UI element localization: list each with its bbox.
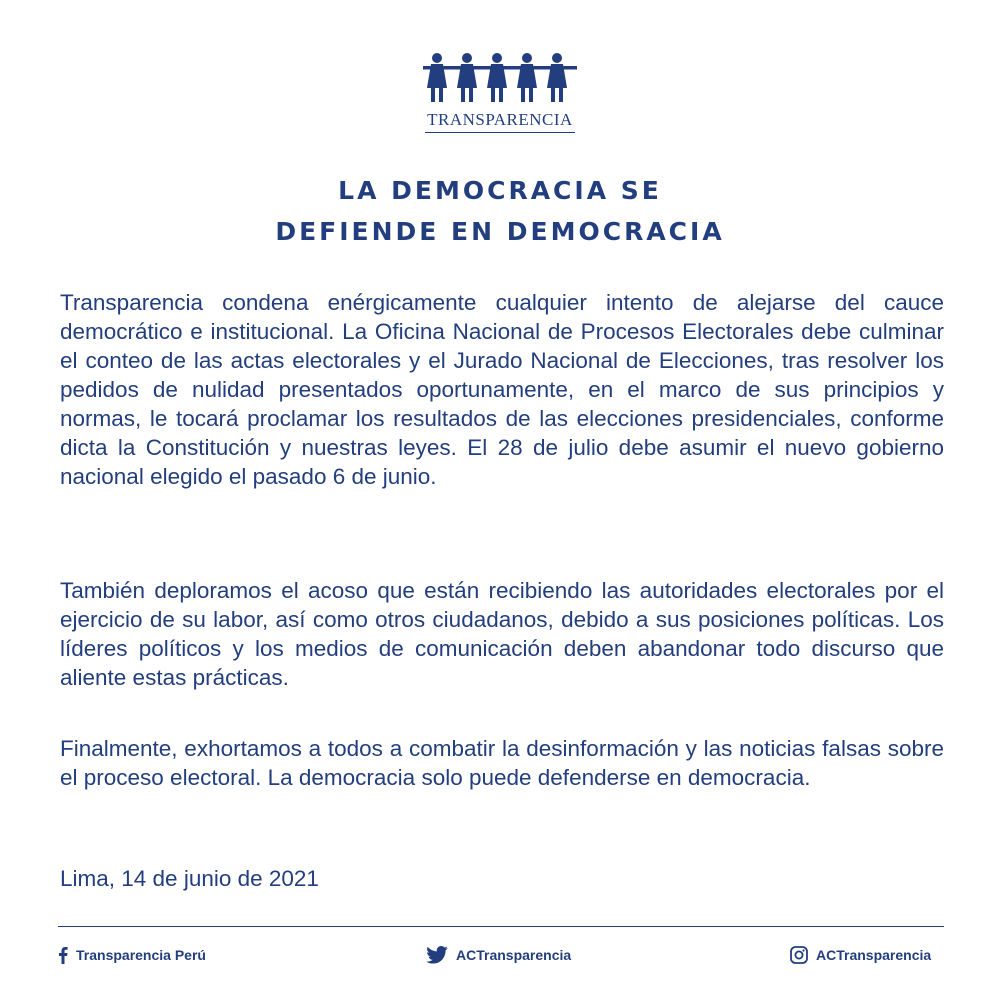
facebook-icon <box>58 946 68 964</box>
instagram-label: ACTransparencia <box>816 947 932 963</box>
title-line-1: LA DEMOCRACIA SE <box>338 176 662 205</box>
facebook-link[interactable] <box>58 942 206 968</box>
instagram-icon <box>790 946 808 964</box>
footer-divider <box>58 926 944 927</box>
logo-underline <box>425 132 575 133</box>
paragraph-2: También deploramos el acoso que están recibiendo las autoridades electorales por el ejercicio de su labor, así como otros ciudadanos, debido a sus posiciones políticas. Los líderes políticos y los medios de comunicación deben abandonar todo discurso que aliente estas prácticas. <box>60 578 944 690</box>
transparencia-logo <box>415 52 585 138</box>
facebook-label: Transparencia Perú <box>76 947 206 963</box>
people-figures-icon <box>423 52 577 104</box>
twitter-icon <box>426 946 448 964</box>
logo-wordmark: TRANSPARENCIA <box>427 110 573 129</box>
paragraph-3: Finalmente, exhortamos a todos a combatir la desinformación y las noticias falsas sobre el proceso electoral. La democracia solo puede defenderse en democracia. <box>60 736 944 790</box>
title-line-2: DEFIENDE EN DEMOCRACIA <box>275 217 725 246</box>
instagram-link[interactable] <box>790 942 931 968</box>
page-title <box>0 170 1000 252</box>
twitter-label: ACTransparencia <box>456 947 572 963</box>
date-line: Lima, 14 de junio de 2021 <box>60 866 319 891</box>
twitter-link[interactable] <box>426 942 571 968</box>
paragraph-1: Transparencia condena enérgicamente cualquier intento de alejarse del cauce democrático e institucional. La Oficina Nacional de Procesos Electorales debe culminar el conteo de las actas electorales y el Jurado Nacional de Elecciones, tras resolver los pedidos de nulidad presentados oportunamente, en el marco de sus principios y normas, le tocará proclamar los resultados de las elecciones presidenciales, conforme dicta la Constitución y nuestras leyes. El 28 de julio debe asumir el nuevo gobierno nacional elegido el pasado 6 de junio. <box>60 290 944 489</box>
